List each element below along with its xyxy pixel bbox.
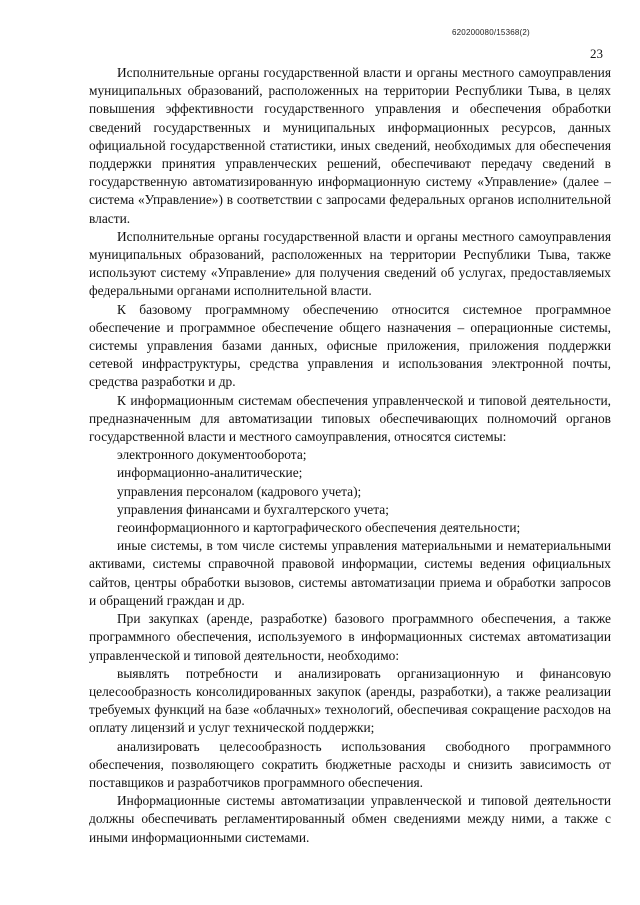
paragraph-data-exchange: Информационные системы автоматизации управленческой и типовой деятельности должны обеспечивать регламентированный обмен сведениями между ними, а также с иными информационными системами. bbox=[89, 793, 611, 845]
list-item: электронного документооборота; bbox=[117, 447, 307, 463]
page-number: 23 bbox=[590, 46, 603, 61]
paragraph-procurement: При закупках (аренде, разработке) базового программного обеспечения, а также программного обеспечения, используемого в информационных системах автоматизации управленческой и типовой деятельности, необходимо: bbox=[89, 611, 611, 663]
document-code: 620200080/15368(2) bbox=[452, 28, 530, 37]
list-item: управления финансами и бухгалтерского учета; bbox=[117, 501, 389, 517]
list-item: информационно-аналитические; bbox=[117, 465, 303, 481]
list-item: управления персоналом (кадрового учета); bbox=[117, 483, 362, 499]
paragraph-info-systems: К информационным системам обеспечения управленческой и типовой деятельности, предназначенным для автоматизации типовых обеспечивающих полномочий органов государственной власти и местного самоуправления, относятся системы: bbox=[89, 392, 611, 445]
paragraph-system-usage: Исполнительные органы государственной власти и органы местного самоуправления муниципальных образований, расположенных на территории Республики Тыва, также используют систему «Управление» для получения сведений об услугах, предоставляемых федеральными органами исполнительной власти. bbox=[89, 228, 611, 299]
paragraph-reporting: Исполнительные органы государственной власти и органы местного самоуправления муниципальных образований, расположенных на территории Республики Тыва, в целях повышения эффективности государственного управления и обеспечения обработки сведений государственных и муниципальных информационных ресурсов, данных официальной государственной статистики, иных сведений, необходимых для обеспечения поддержки принятия управленческих решений, обеспечивают передачу сведений в государственную автоматизированную информационную систему «Управление» (далее – система «Управление») в соответствии с запросами федеральных органов исполнительной власти. bbox=[89, 65, 611, 226]
list-item: иные системы, в том числе системы управления материальными и нематериальными активами, системы справочной правовой информации, системы ведения официальных сайтов, центры обработки вызовов, системы автоматизации приема и обработки запросов и обращений граждан и др. bbox=[89, 538, 611, 608]
list-item: выявлять потребности и анализировать организационную и финансовую целесообразность консолидированных закупок (аренды, разработки), а также реализации требуемых функций на базе «облачных» технологий, обеспечивая сокращение расходов на оплату лицензий и услуг технической поддержки; bbox=[89, 665, 611, 736]
document-body bbox=[89, 64, 611, 847]
paragraph-base-software: К базовому программному обеспечению относится системное программное обеспечение и программное обеспечение общего назначения – операционные системы, системы управления базами данных, офисные приложения, приложения поддержки сетевой инфраструктуры, средства управления и использования электронной почты, средства разработки и др. bbox=[89, 301, 611, 390]
list-item: геоинформационного и картографического обеспечения деятельности; bbox=[117, 520, 521, 536]
list-item: анализировать целесообразность использования свободного программного обеспечения, позволяющего сократить бюджетные расходы и снизить зависимость от поставщиков и разработчиков программного обеспечения. bbox=[89, 738, 611, 790]
